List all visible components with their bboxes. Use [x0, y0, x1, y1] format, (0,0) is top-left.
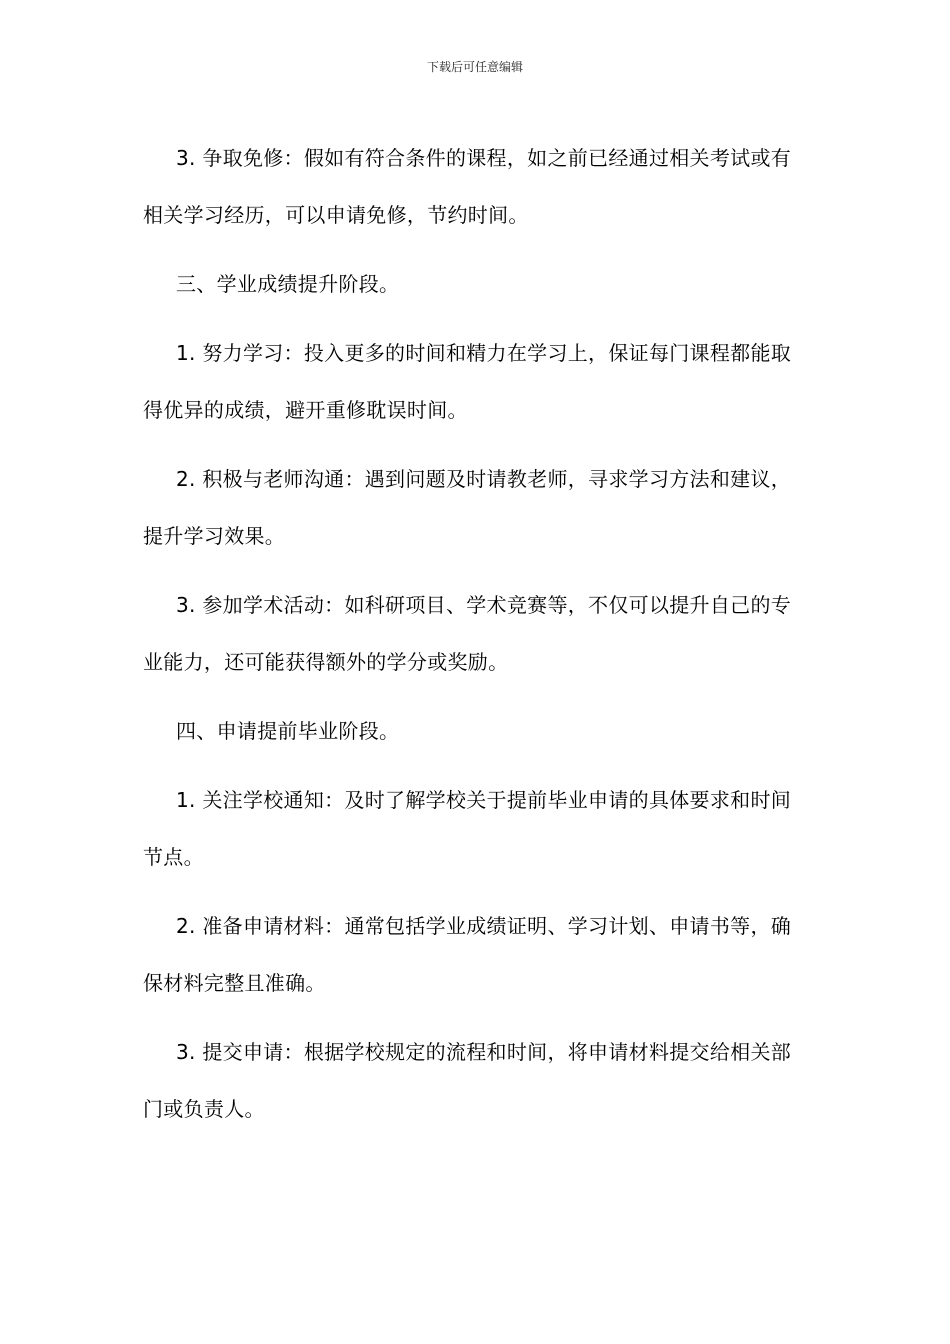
document-body — [143, 130, 808, 1138]
paragraph-line: 3. 提交申请：根据学校规定的流程和时间，将申请材料提交给相关部 — [176, 1040, 792, 1064]
paragraph-materials — [143, 898, 808, 1012]
section-heading-3 — [143, 256, 808, 313]
heading-text: 四、申请提前毕业阶段。 — [176, 719, 400, 743]
paragraph-line: 提升学习效果。 — [143, 524, 286, 548]
paragraph-line: 3. 争取免修：假如有符合条件的课程，如之前已经通过相关考试或有 — [176, 146, 792, 170]
paragraph-line: 门或负责人。 — [143, 1097, 265, 1121]
paragraph-study-hard — [143, 325, 808, 439]
header-note: 下载后可任意编辑 — [426, 60, 523, 74]
heading-text: 三、学业成绩提升阶段。 — [176, 272, 400, 296]
paragraph-line: 2. 准备申请材料：通常包括学业成绩证明、学习计划、申请书等，确 — [176, 914, 792, 938]
section-heading-4 — [143, 703, 808, 760]
paragraph-line: 保材料完整且准确。 — [143, 971, 326, 995]
paragraph-line: 1. 努力学习：投入更多的时间和精力在学习上，保证每门课程都能取 — [176, 341, 792, 365]
paragraph-line: 得优异的成绩，避开重修耽误时间。 — [143, 398, 468, 422]
paragraph-academic-activities — [143, 577, 808, 691]
paragraph-exemption — [143, 130, 808, 244]
paragraph-school-notice — [143, 772, 808, 886]
paragraph-line: 2. 积极与老师沟通：遇到问题及时请教老师，寻求学习方法和建议， — [176, 467, 792, 491]
paragraph-line: 3. 参加学术活动：如科研项目、学术竞赛等，不仅可以提升自己的专 — [176, 593, 792, 617]
paragraph-line: 节点。 — [143, 845, 204, 869]
paragraph-line: 业能力，还可能获得额外的学分或奖励。 — [143, 650, 509, 674]
paragraph-communicate — [143, 451, 808, 565]
paragraph-submit — [143, 1024, 808, 1138]
paragraph-line: 相关学习经历，可以申请免修，节约时间。 — [143, 203, 529, 227]
paragraph-line: 1. 关注学校通知：及时了解学校关于提前毕业申请的具体要求和时间 — [176, 788, 792, 812]
